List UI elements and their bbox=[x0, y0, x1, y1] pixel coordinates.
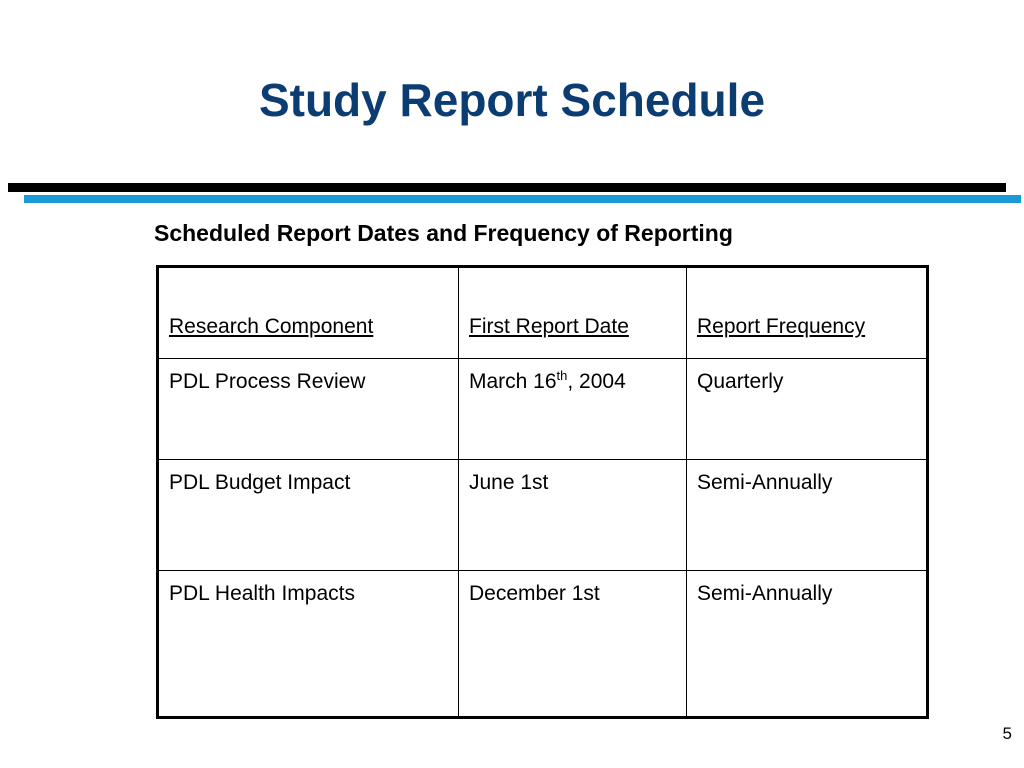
table-header-row bbox=[158, 267, 928, 359]
cell-first-report-date: June 1st bbox=[459, 460, 687, 571]
title-divider-blue bbox=[24, 195, 1021, 203]
cell-frequency: Semi-Annually bbox=[687, 571, 928, 718]
cell-frequency: Quarterly bbox=[687, 359, 928, 460]
header-first-report-date: First Report Date bbox=[459, 267, 687, 359]
cell-first-report-date: March 16th, 2004 bbox=[459, 359, 687, 460]
table-row bbox=[158, 359, 928, 460]
slide-title: Study Report Schedule bbox=[258, 74, 766, 126]
cell-component: PDL Process Review bbox=[158, 359, 459, 460]
report-schedule-table bbox=[156, 265, 929, 719]
table-row bbox=[158, 571, 928, 718]
header-report-frequency: Report Frequency bbox=[687, 267, 928, 359]
cell-component: PDL Health Impacts bbox=[158, 571, 459, 718]
table-caption: Scheduled Report Dates and Frequency of Reporting bbox=[154, 220, 733, 246]
page-number: 5 bbox=[1002, 724, 1012, 743]
title-divider-black bbox=[8, 183, 1006, 192]
table-row bbox=[158, 460, 928, 571]
cell-first-report-date: December 1st bbox=[459, 571, 687, 718]
header-research-component: Research Component bbox=[158, 267, 459, 359]
cell-frequency: Semi-Annually bbox=[687, 460, 928, 571]
cell-component: PDL Budget Impact bbox=[158, 460, 459, 571]
